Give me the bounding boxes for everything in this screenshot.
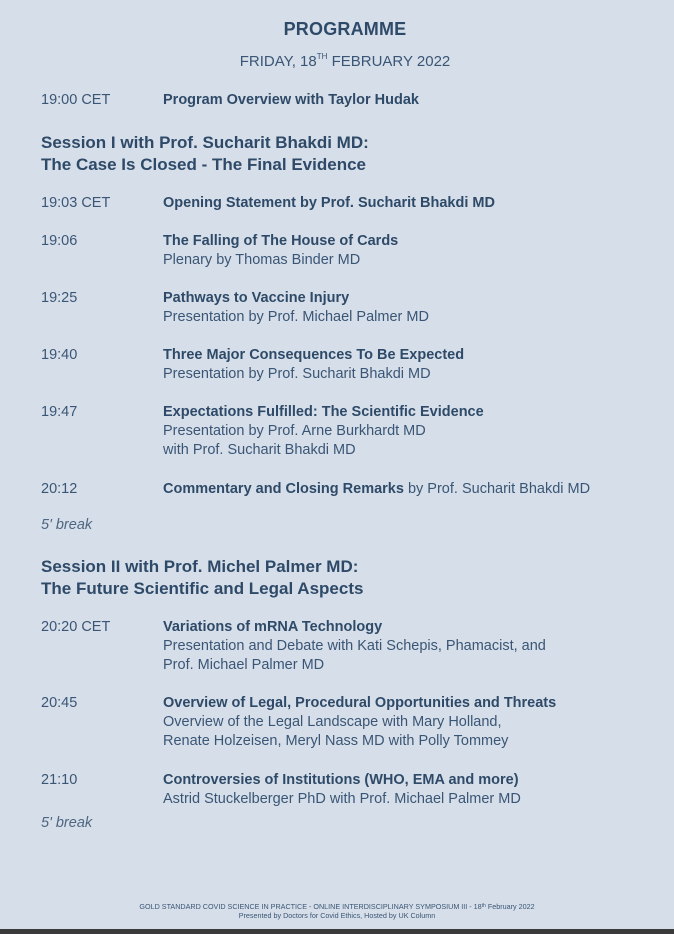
date-prefix: FRIDAY, 18: [239, 53, 317, 70]
item-time: 19:03 CET: [41, 195, 111, 211]
date-suffix: FEBRUARY 2022: [327, 53, 451, 70]
item-title: Program Overview with Taylor Hudak: [163, 92, 419, 108]
item-description-2: Renate Holzeisen, Meryl Nass MD with Polly Tommey: [163, 733, 509, 749]
page-title: PROGRAMME: [283, 19, 407, 39]
footer-ordinal: th: [481, 903, 486, 909]
item-description-2: Prof. Michael Palmer MD: [163, 657, 325, 673]
item-title: Three Major Consequences To Be Expected: [163, 347, 465, 363]
page-footer: [0, 902, 674, 920]
item-title: Overview of Legal, Procedural Opportunities and Threats: [163, 695, 557, 711]
item-title: Expectations Fulfilled: The Scientific Evidence: [163, 404, 484, 420]
break-label: 5' break: [41, 815, 93, 831]
session-2-heading: [41, 556, 641, 600]
footer-line-2: Presented by Doctors for Covid Ethics, Hosted by UK Column: [238, 911, 436, 920]
item-description: Plenary by Thomas Binder MD: [163, 252, 361, 268]
footer-line-1-prefix: GOLD STANDARD COVID SCIENCE IN PRACTICE - ONLINE INTERDISCIPLINARY SYMPOSIUM III - 18: [139, 902, 482, 911]
event-date: [0, 53, 674, 70]
item-title: Pathways to Vaccine Injury: [163, 290, 350, 306]
item-time: 19:25: [41, 290, 78, 306]
item-time: 20:20 CET: [41, 619, 111, 635]
session-1-heading: [41, 132, 641, 176]
item-description: Overview of the Legal Landscape with Mary Holland,: [163, 714, 502, 730]
item-title: Controversies of Institutions (WHO, EMA and more): [163, 772, 519, 788]
bottom-border: [0, 929, 674, 934]
session-2-line2: The Future Scientific and Legal Aspects: [41, 579, 364, 598]
break-label: 5' break: [41, 517, 93, 533]
item-title: Commentary and Closing Remarks: [163, 481, 404, 497]
item-title: The Falling of The House of Cards: [163, 233, 399, 249]
item-description: Presentation and Debate with Kati Schepis, Phamacist, and: [163, 638, 546, 654]
item-speaker: by Prof. Sucharit Bhakdi MD: [403, 481, 591, 497]
item-description: Presentation by Prof. Sucharit Bhakdi MD: [163, 366, 431, 382]
item-time: 19:47: [41, 404, 78, 420]
item-title: Opening Statement by Prof. Sucharit Bhakdi MD: [163, 195, 495, 211]
date-ordinal: TH: [316, 52, 328, 61]
item-time: 19:40: [41, 347, 78, 363]
footer-line-1: [0, 902, 674, 911]
item-time: 20:45: [41, 695, 78, 711]
session-1-line1: Session I with Prof. Sucharit Bhakdi MD:: [41, 133, 369, 152]
session-1-line2: The Case Is Closed - The Final Evidence: [41, 155, 366, 174]
item-time: 21:10: [41, 772, 78, 788]
item-time: 19:00 CET: [41, 92, 111, 108]
item-description-2: with Prof. Sucharit Bhakdi MD: [163, 442, 356, 458]
item-time: 19:06: [41, 233, 78, 249]
item-description: Presentation by Prof. Arne Burkhardt MD: [163, 423, 426, 439]
footer-line-1-suffix: February 2022: [485, 902, 535, 911]
item-title: Variations of mRNA Technology: [163, 619, 383, 635]
item-description: Presentation by Prof. Michael Palmer MD: [163, 309, 429, 325]
session-2-line1: Session II with Prof. Michel Palmer MD:: [41, 557, 359, 576]
item-description: Astrid Stuckelberger PhD with Prof. Michael Palmer MD: [163, 791, 521, 807]
item-time: 20:12: [41, 481, 78, 497]
